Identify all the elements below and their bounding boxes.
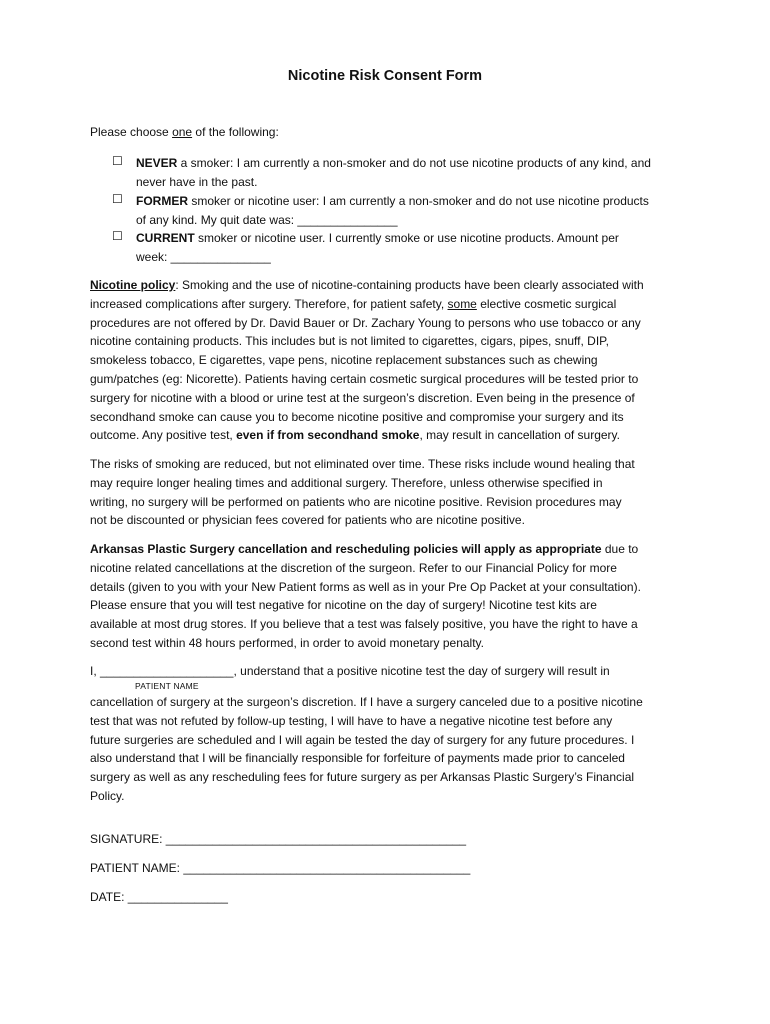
nicotine-policy-paragraph — [90, 276, 690, 445]
smoking-risks-paragraph — [90, 455, 690, 530]
date-field[interactable]: DATE: _______________ — [90, 890, 228, 904]
policy-line: : Smoking and the use of nicotine-containing products have been clearly associated with — [175, 278, 644, 292]
signature-field[interactable]: SIGNATURE: _____________________________________________ — [90, 832, 467, 846]
option-never-text — [136, 154, 651, 192]
policy-underlined-word: some — [447, 296, 477, 311]
acknowledgement-paragraph — [90, 693, 690, 806]
intro-instruction — [90, 125, 279, 139]
acknowledgement-line: test that was not refuted by follow-up testing, I will have to have a negative nicotine test before any — [90, 713, 613, 728]
acknowledgement-line: future surgeries are scheduled and I will again be tested the day of surgery for any future procedures. I — [90, 732, 635, 747]
policy-line: increased complications after surgery. Therefore, for patient safety, — [90, 296, 448, 311]
cancellation-bold-heading: Arkansas Plastic Surgery cancellation and rescheduling policies will apply as appropriate — [90, 542, 602, 556]
option-current-label: CURRENT — [136, 231, 195, 245]
intro-underlined-word: one — [172, 125, 193, 139]
policy-line: gum/patches (eg: Nicorette). Patients having certain cosmetic surgical procedures will be tested prior to — [90, 371, 639, 386]
acknowledgement-line: also understand that I will be financially responsible for forfeiture of payments made prior to canceled — [90, 751, 625, 766]
policy-bold-phrase: even if from secondhand smoke — [236, 428, 420, 443]
option-never-line1: a smoker: I am currently a non-smoker and do not use nicotine products of any kind, and — [177, 156, 651, 170]
cancellation-line: due to — [601, 542, 639, 556]
risks-line: The risks of smoking are reduced, but not eliminated over time. These risks include wound healing that — [90, 457, 635, 471]
policy-line: , may result in cancellation of surgery. — [419, 428, 620, 443]
checkbox-icon[interactable]: ☐ — [112, 154, 123, 168]
acknowledgement-line: Policy. — [90, 788, 125, 803]
page-title: Nicotine Risk Consent Form — [287, 68, 483, 84]
option-former-text — [136, 192, 649, 230]
risks-line: not be discounted or physician fees covered for patients who are nicotine positive. — [90, 513, 525, 528]
option-current-line1: smoker or nicotine user. I currently smoke or use nicotine products. Amount per — [194, 231, 619, 245]
patient-name-field[interactable]: PATIENT NAME: ___________________________________________ — [90, 861, 471, 875]
risks-line: writing, no surgery will be performed on patients who are nicotine positive. Revision procedures may — [90, 494, 622, 509]
option-current-line2: week: _______________ — [136, 249, 271, 264]
cancellation-line: Please ensure that you will test negative for nicotine on the day of surgery! Nicotine test kits are — [90, 598, 597, 613]
intro-text: Please choose — [90, 125, 173, 139]
checkbox-icon[interactable]: ☐ — [112, 192, 123, 206]
cancellation-line: available at most drug stores. If you believe that a test was falsely positive, you have the right to have a — [90, 617, 638, 632]
policy-line: elective cosmetic surgical — [476, 296, 617, 311]
option-never-line2: never have in the past. — [136, 174, 258, 189]
policy-line: surgery for nicotine with a blood or urine test at the surgeon’s discretion. Even being in the presence of — [90, 390, 635, 405]
policy-line: nicotine containing products. This includes but is not limited to cigarettes, cigars, pipes, snuff, DIP, — [90, 334, 609, 349]
cancellation-line: nicotine related cancellations at the discretion of the surgeon. Refer to our Financial Policy for more — [90, 560, 617, 575]
policy-line: outcome. Any positive test, — [90, 428, 237, 443]
intro-text-end: of the following: — [192, 125, 279, 139]
nicotine-policy-heading: Nicotine policy — [90, 278, 176, 292]
risks-line: may require longer healing times and additional surgery. Therefore, unless otherwise specified in — [90, 475, 603, 490]
option-former-line2: of any kind. My quit date was: _______________ — [136, 212, 398, 227]
cancellation-policy-paragraph — [90, 540, 690, 653]
option-current-text — [136, 229, 619, 267]
cancellation-line: second test within 48 hours performed, in order to avoid monetary penalty. — [90, 635, 484, 650]
option-former-label: FORMER — [136, 194, 188, 208]
acknowledgement-first-line: I, ____________________, understand that a positive nicotine test the day of surgery will result in — [90, 664, 610, 678]
option-never-label: NEVER — [136, 156, 178, 170]
patient-name-caption: PATIENT NAME — [135, 681, 199, 691]
policy-line: smokeless tobacco, E cigarettes, vape pens, nicotine replacement substances such as chewing — [90, 353, 598, 368]
option-former-line1: smoker or nicotine user: I am currently a non-smoker and do not use nicotine products — [188, 194, 649, 208]
policy-line: procedures are not offered by Dr. David Bauer or Dr. Zachary Young to persons who use tobacco or any — [90, 315, 641, 330]
cancellation-line: details (given to you with your New Patient forms as well as in your Pre Op Packet at your consultation). — [90, 579, 641, 594]
acknowledgement-line: surgery as well as any rescheduling fees for future surgery as per Arkansas Plastic Surgery’s Financial — [90, 770, 635, 785]
checkbox-icon[interactable]: ☐ — [112, 229, 123, 243]
policy-line: secondhand smoke can cause you to become nicotine positive and compromise your surgery and its — [90, 409, 624, 424]
acknowledgement-line: cancellation of surgery at the surgeon’s discretion. If I have a surgery canceled due to a positive nicotine — [90, 695, 643, 709]
